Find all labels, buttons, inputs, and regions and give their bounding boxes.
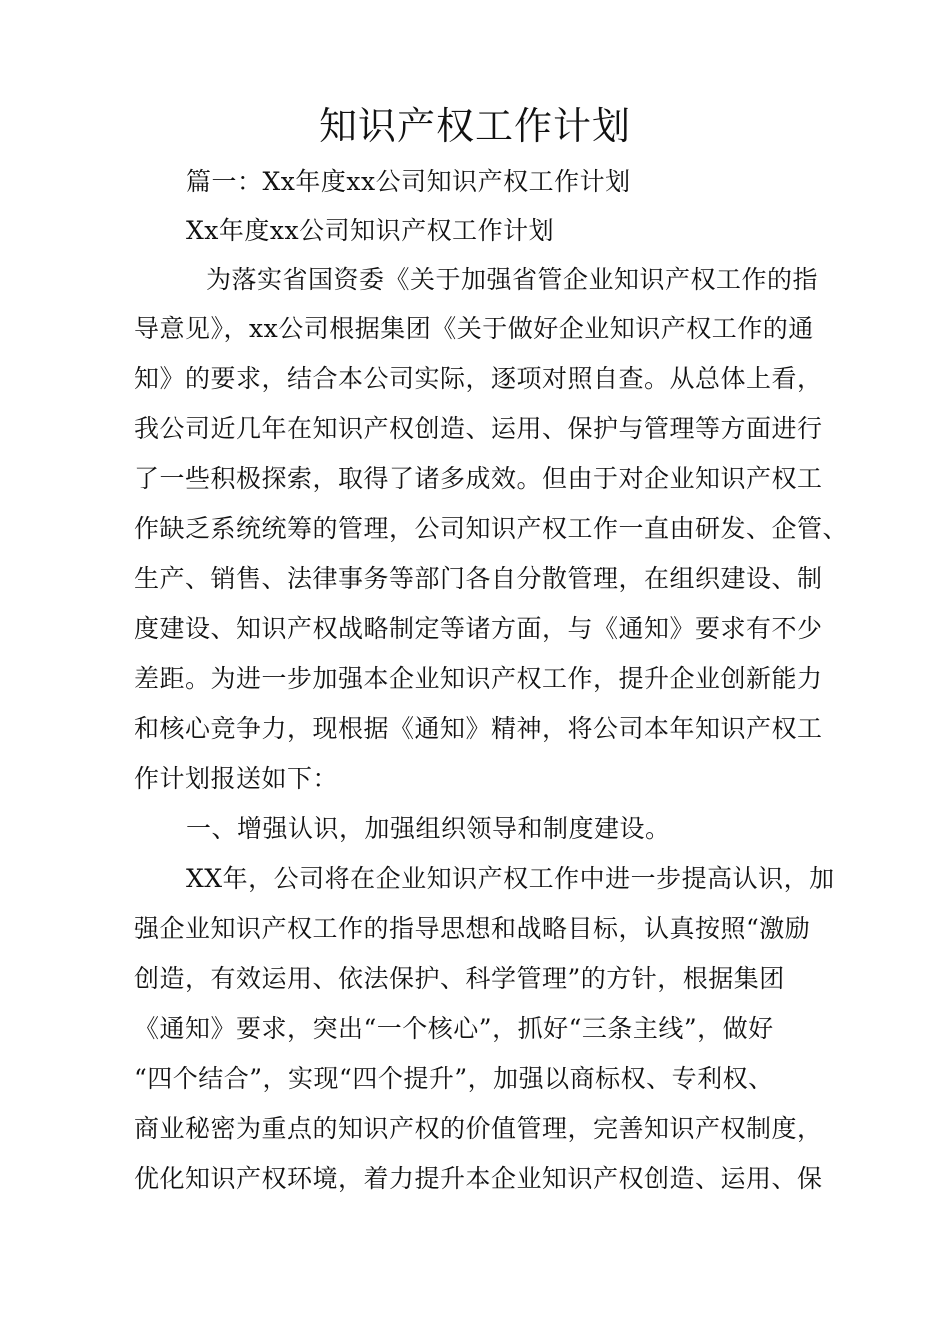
text-line: Xx年度xx公司知识产权工作计划 — [186, 216, 555, 245]
text-line: 我公司近几年在知识产权创造、运用、保护与管理等方面进行 — [134, 414, 823, 443]
text-line: 作缺乏系统统筹的管理，公司知识产权工作一直由研发、企管、 — [134, 514, 849, 543]
text-line: 《通知》要求，突出“一个核心”，抓好“三条主线”，做好 — [134, 1014, 774, 1043]
section-heading: 一、增强认识，加强组织领导和制度建设。 — [186, 814, 671, 843]
text-line: 优化知识产权环境，着力提升本企业知识产权创造、运用、保 — [134, 1164, 823, 1193]
text-line: “四个结合”，实现“四个提升”，加强以商标权、专利权、 — [134, 1064, 774, 1093]
text-line: 导意见》，xx公司根据集团《关于做好企业知识产权工作的通 — [134, 314, 814, 343]
text-line: 了一些积极探索，取得了诸多成效。但由于对企业知识产权工 — [134, 464, 823, 493]
text-line: 作计划报送如下： — [134, 764, 339, 793]
text-line: 和核心竞争力，现根据《通知》精神，将公司本年知识产权工 — [134, 714, 823, 743]
text-line: 度建设、知识产权战略制定等诸方面，与《通知》要求有不少 — [134, 614, 823, 643]
text-line: 强企业知识产权工作的指导思想和战略目标，认真按照“激励 — [134, 914, 811, 943]
text-line: XX年，公司将在企业知识产权工作中进一步提高认识，加 — [186, 864, 835, 893]
text-line: 差距。为进一步加强本企业知识产权工作，提升企业创新能力 — [134, 664, 823, 693]
text-line: 篇一：Xx年度xx公司知识产权工作计划 — [186, 167, 631, 196]
text-line: 创造，有效运用、依法保护、科学管理”的方针，根据集团 — [134, 964, 785, 993]
text-line: 为落实省国资委《关于加强省管企业知识产权工作的指 — [206, 265, 819, 294]
text-line: 商业秘密为重点的知识产权的价值管理，完善知识产权制度， — [134, 1114, 823, 1143]
document-title: 知识产权工作计划 — [318, 104, 631, 148]
text-line: 生产、销售、法律事务等部门各自分散管理，在组织建设、制 — [134, 564, 823, 593]
text-line: 知》的要求，结合本公司实际，逐项对照自查。从总体上看， — [134, 364, 823, 393]
